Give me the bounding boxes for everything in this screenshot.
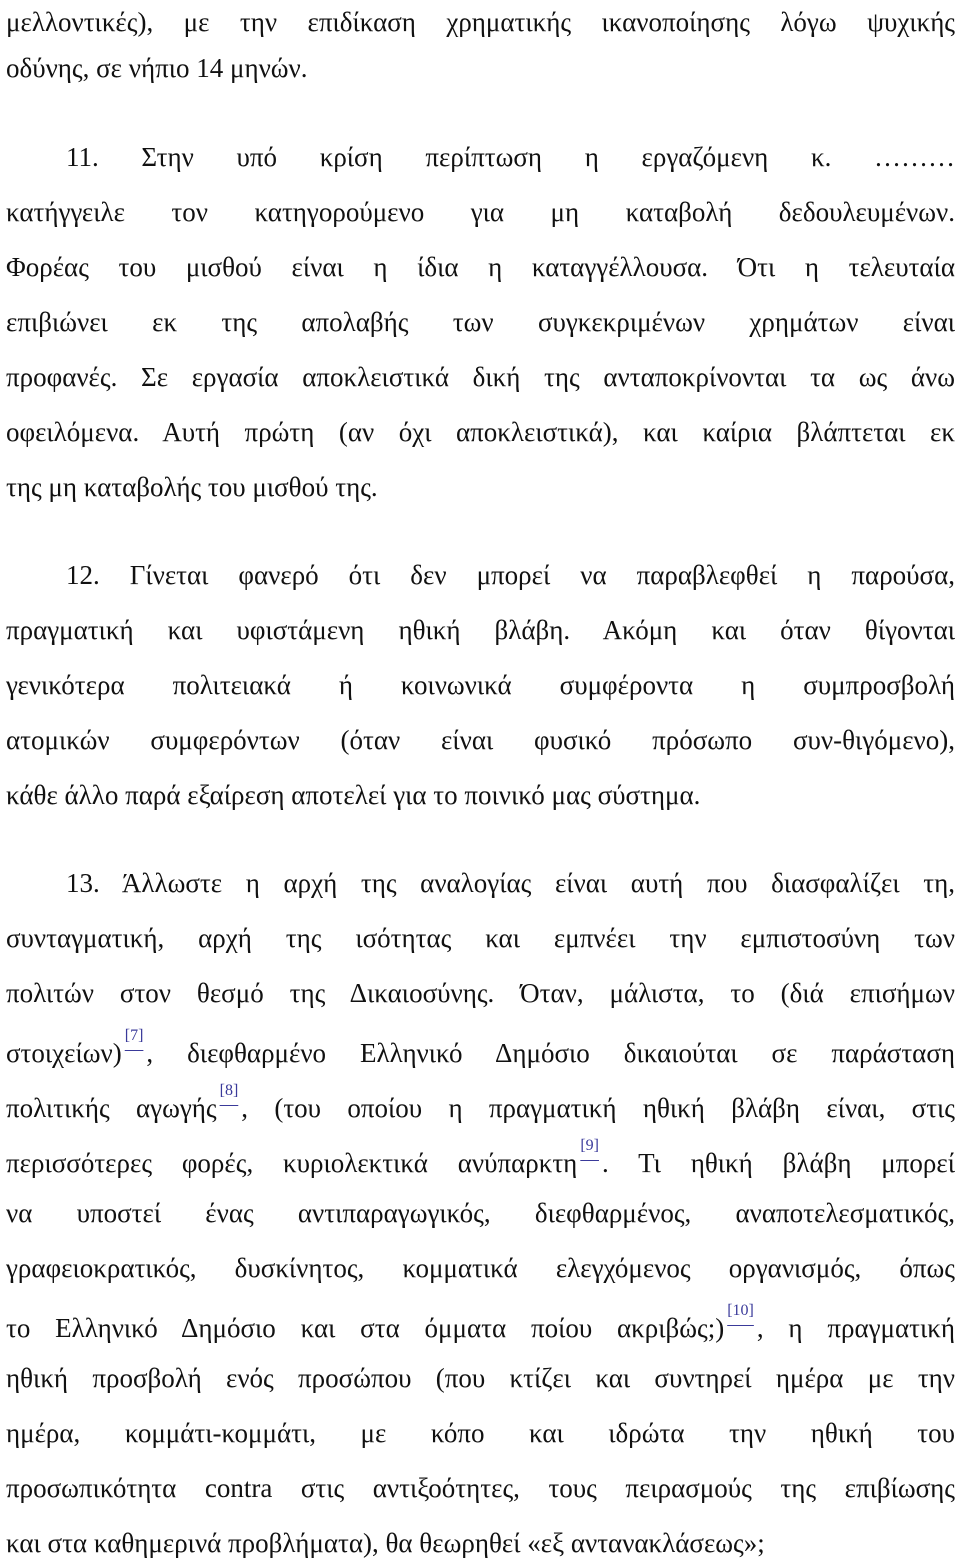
text-line: ατομικών συμφερόντων (όταν είναι φυσικό πρόσωπο συν-θιγόμενο), [6,725,955,755]
footnote-link-9[interactable]: [9] [580,1137,599,1154]
text-line [6,1138,955,1178]
text-segment: , η πραγματική [756,1313,955,1343]
text-line: γραφειοκρατικός, δυσκίνητος, κομματικά ελεγχόμενος οργανισμός, όπως [6,1253,955,1283]
text-segment: στοιχείων) [6,1038,122,1068]
text-line: προφανές. Σε εργασία αποκλειστικά δική της ανταποκρίνονται τα ως άνω [6,362,955,392]
text-line: ηθική προσβολή ενός προσώπου (που κτίζει και συντηρεί ημέρα με την [6,1363,955,1393]
text-line: πραγματική και υφιστάμενη ηθική βλάβη. Ακόμη και όταν θίγονται [6,615,955,645]
paragraph-13-start: 13. Άλλωστε η αρχή της αναλογίας είναι αυτή που διασφαλίζει τη, [66,868,955,898]
text-line: μελλοντικές), με την επιδίκαση χρηματικής ικανοποίησης λόγω ψυχικής [6,7,955,37]
text-segment: πολιτικής αγωγής [6,1093,217,1123]
text-line [6,1028,955,1068]
text-line: κάθε άλλο παρά εξαίρεση αποτελεί για το ποινικό μας σύστημα. [6,780,701,810]
text-line: οφειλόμενα. Αυτή πρώτη (αν όχι αποκλειστικά), και καίρια βλάπτεται εκ [6,417,955,447]
paragraph-11-start: 11. Στην υπό κρίση περίπτωση η εργαζόμενη κ. ……… [66,142,955,172]
text-line: προσωπικότητα contra στις αντιξοότητες, τους πειρασμούς της επιβίωσης [6,1473,955,1503]
text-line [6,1083,955,1123]
footnote-link-8[interactable]: [8] [219,1082,239,1099]
text-segment: . Τι ηθική βλάβη μπορεί [601,1148,955,1178]
footnote-link-10[interactable]: [10] [727,1302,754,1319]
text-line: ημέρα, κομμάτι-κομμάτι, με κόπο και ιδρώτα την ηθική του [6,1418,955,1448]
text-segment: , (του οποίου η πραγματική ηθική βλάβη είναι, στις [241,1093,955,1123]
text-segment: το Ελληνικό Δημόσιο και στα όμματα ποίου ακριβώς;) [6,1313,725,1343]
text-line: και στα καθημερινά προβλήματα), θα θεωρηθεί «εξ αντανακλάσεως»; [6,1528,765,1558]
text-line: πολιτών στον θεσμό της Δικαιοσύνης. Όταν, μάλιστα, το (διά επισήμων [6,978,955,1008]
text-segment: , διεφθαρμένο Ελληνικό Δημόσιο δικαιούται σε παράσταση [146,1038,955,1068]
text-line: οδύνης, σε νήπιο 14 μηνών. [6,53,308,83]
text-line: να υποστεί ένας αντιπαραγωγικός, διεφθαρμένος, αναποτελεσματικός, [6,1198,955,1228]
footnote-link-7[interactable]: [7] [124,1027,144,1044]
text-line: επιβιώνει εκ της απολαβής των συγκεκριμένων χρημάτων είναι [6,307,955,337]
text-line [6,1303,955,1343]
text-line: γενικότερα πολιτειακά ή κοινωνικά συμφέροντα η συμπροσβολή [6,670,955,700]
text-line: Φορέας του μισθού είναι η ίδια η καταγγέλλουσα. Ότι η τελευταία [6,252,955,282]
text-line: της μη καταβολής του μισθού της. [6,472,378,502]
paragraph-12-start: 12. Γίνεται φανερό ότι δεν μπορεί να παραβλεφθεί η παρούσα, [66,560,955,590]
text-segment: περισσότερες φορές, κυριολεκτικά ανύπαρκτη [6,1148,578,1178]
text-line: κατήγγειλε τον κατηγορούμενο για μη καταβολή δεδουλευμένων. [6,197,955,227]
text-line: συνταγματική, αρχή της ισότητας και εμπνέει την εμπιστοσύνη των [6,923,955,953]
